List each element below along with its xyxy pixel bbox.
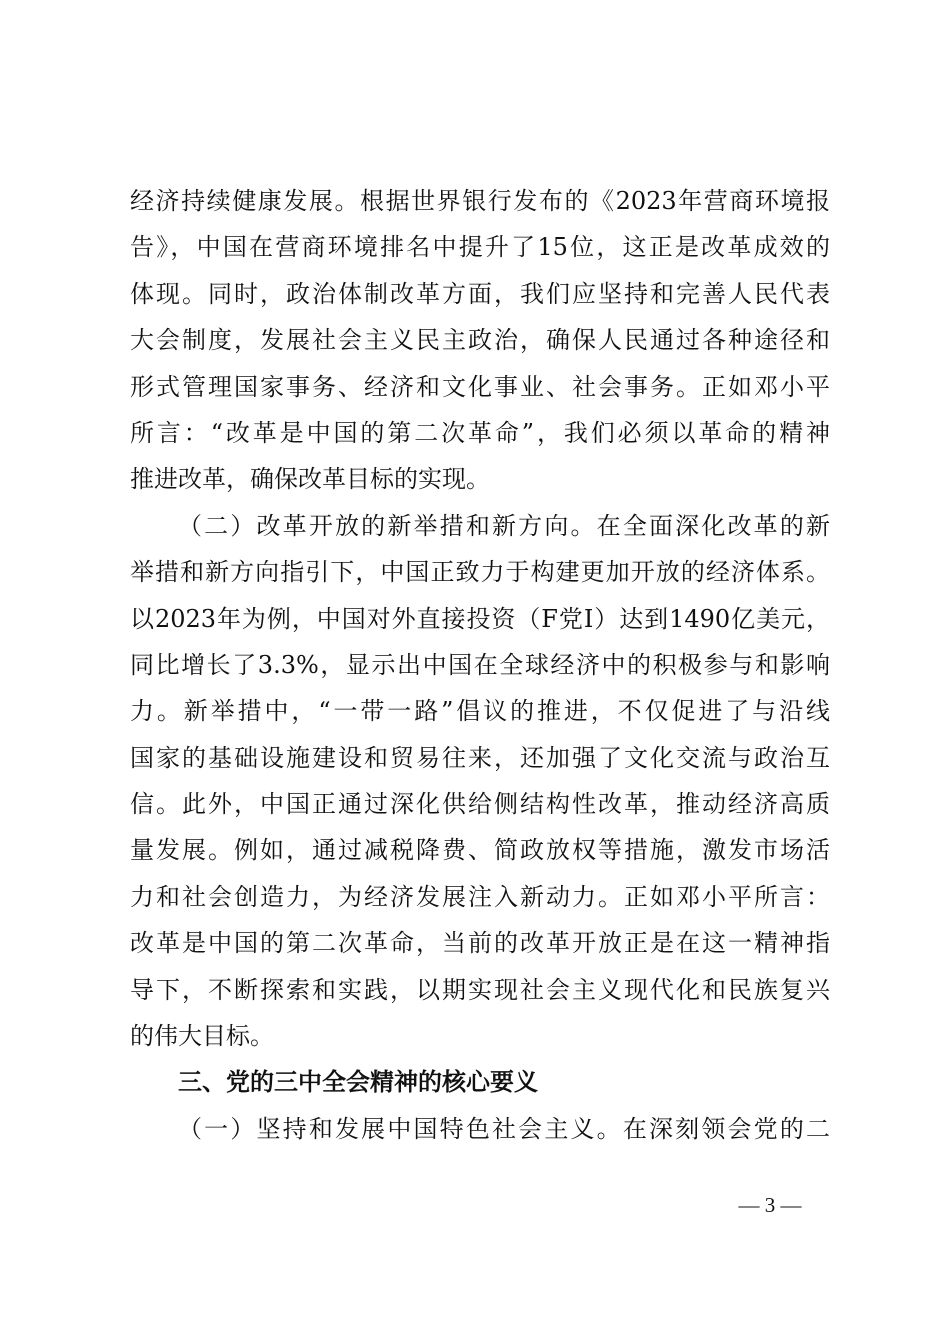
text-line: 以2023年为例，中国对外直接投资（F党I）达到1490亿美元， [130,604,830,633]
text-line: 量发展。例如，通过减税降费、简政放权等措施，激发市场活 [130,836,830,865]
text-line: 举措和新方向指引下，中国正致力于构建更加开放的经济体系。 [130,558,830,587]
text-line: 改革是中国的第二次革命，当前的改革开放正是在这一精神指 [130,929,830,958]
text-line: 形式管理国家事务、经济和文化事业、社会事务。正如邓小平 [130,372,830,401]
text-line: 国家的基础设施建设和贸易往来，还加强了文化交流与政治互 [130,743,830,772]
text-line: 告》，中国在营商环境排名中提升了15位，这正是改革成效的 [130,233,830,262]
text-line: 的伟大目标。 [130,1022,274,1051]
page-number: — 3 — [738,1193,802,1217]
text-line: 同比增长了3.3%，显示出中国在全球经济中的积极参与和影响 [130,650,830,679]
text-line: 信。此外，中国正通过深化供给侧结构性改革，推动经济高质 [130,790,830,819]
text-line: 力和社会创造力，为经济发展注入新动力。正如邓小平所言： [130,882,830,911]
text-line: 导下，不断探索和实践，以期实现社会主义现代化和民族复兴 [130,975,830,1004]
subsection-heading-line: （二）改革开放的新举措和新方向。在全面深化改革的新 [178,511,830,540]
text-line: 大会制度，发展社会主义民主政治，确保人民通过各种途径和 [130,326,830,355]
section-heading: 三、党的三中全会精神的核心要义 [178,1068,538,1097]
text-line: 经济持续健康发展。根据世界银行发布的《2023年营商环境报 [130,187,830,215]
text-line: 力。新举措中，“一带一路”倡议的推进，不仅促进了与沿线 [130,697,830,726]
text-line: 所言：“改革是中国的第二次革命”，我们必须以革命的精神 [130,418,830,447]
text-line: 体现。同时，政治体制改革方面，我们应坚持和完善人民代表 [130,279,830,308]
body-text [130,178,830,1152]
subsection-heading-line: （一）坚持和发展中国特色社会主义。在深刻领会党的二 [178,1114,830,1143]
text-line: 推进改革，确保改革目标的实现。 [130,465,490,494]
